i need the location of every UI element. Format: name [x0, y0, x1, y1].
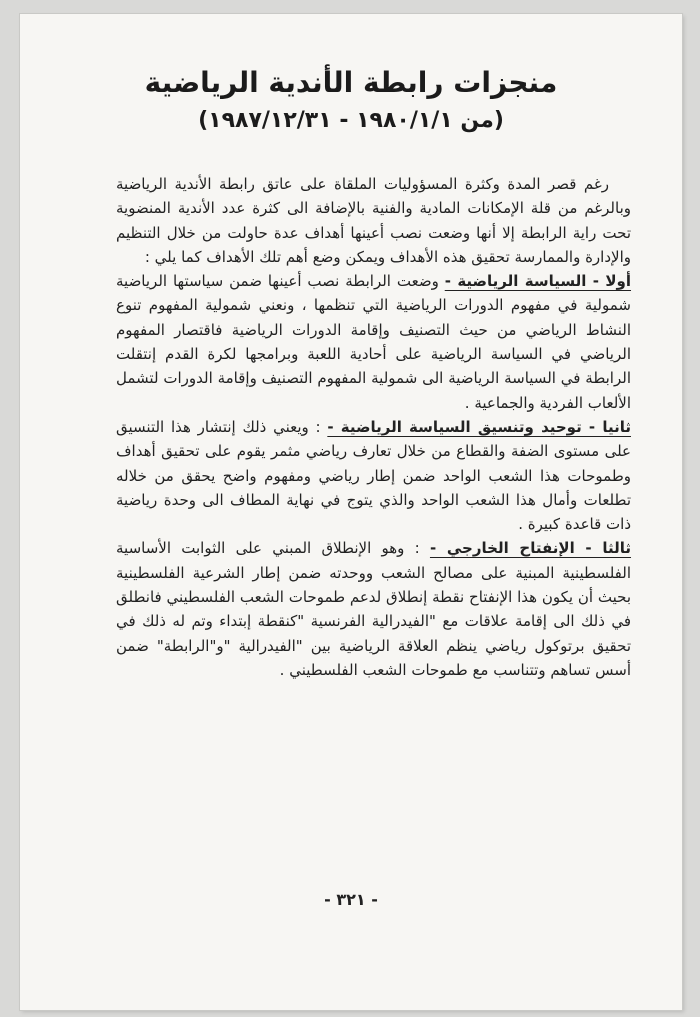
document-page: [20, 14, 682, 1010]
page-number: - ٣٢١ -: [324, 890, 378, 909]
document-subtitle: (من ١٩٨٠/١/١ - ١٩٨٧/١٢/٣١): [198, 108, 504, 133]
section-1-heading: أولا - السياسة الرياضية -: [444, 272, 632, 291]
section-2: [116, 415, 631, 536]
section-3: [116, 536, 631, 682]
intro-paragraph: رغم قصر المدة وكثرة المسؤوليات الملقاة على عاتق رابطة الأندية الرياضية وبالرغم من قلة الإمكانات المادية والفنية بالإضافة الى كثرة عدد الأندية المنضوية تحت راية الرابطة إلا أنها وضعت نصب أعينها أهداف عدة حاولت من خلال التنظيم والإدارة والممارسة تحقيق هذه الأهداف ويمكن وضع أهم تلك الأهداف كما يلي :: [116, 175, 631, 266]
section-3-text: : وهو الإنطلاق المبني على الثوابت الأساسية الفلسطينية المبنية على مصالح الشعب ووحدته ضمن إطار الشرعية الفلسطينية بحيث أن يكون هذا الإنفتاح نقطة إنطلاق لدعم طموحات الشعب الفلسطيني فانطلق في ذلك الى إقامة علاقات مع "الفيدرالية الفرنسية "كنقطة إبتداء وتم له ذلك في تحقيق برتوكول رياضي ينظم العلاقة الرياضية بين "الفيدرالية "و"الرابطة" ضمن أسس تساهم وتتناسب مع طموحات الشعب الفلسطيني .: [116, 539, 631, 679]
document-title: منجزات رابطة الأندية الرياضية: [144, 66, 558, 99]
section-1: [116, 269, 631, 415]
section-3-heading: ثالثا - الإنفتاح الخارجي -: [429, 539, 632, 558]
section-1-text: وضعت الرابطة نصب أعينها ضمن سياستها الرياضية شمولية في مفهوم الدورات الرياضية التي تنظمها ، ونعني شمولية المفهوم تنوع النشاط الرياضي من حيث التصنيف وإقامة الدورات الرياضية فاقتصار المفهوم الرياضي في السياسة الرياضية على أحادية اللعبة وبرامجها لكرة القدم إنتقلت الرابطة في السياسة الرياضية الى شمولية المفهوم التصنيف وإقامة الدورات لتشمل الألعاب الفردية والجماعية .: [116, 272, 631, 412]
section-2-text: : ويعني ذلك إنتشار هذا التنسيق على مستوى الضفة والقطاع من خلال تعارف رياضي مثمر يقوم على تحقيق أهداف وطموحات هذا الشعب الواحد ضمن إطار رياضي ومفهوم واضح يحقق من خلاله تطلعات وأمال هذا الشعب الواحد والذي يتوج في نهاية المطاف الى وحدة رياضية ذات قاعدة كبيرة .: [116, 417, 631, 534]
document-body: [116, 172, 631, 682]
section-2-heading: ثانيا - توحيد وتنسيق السياسة الرياضية -: [327, 417, 631, 436]
